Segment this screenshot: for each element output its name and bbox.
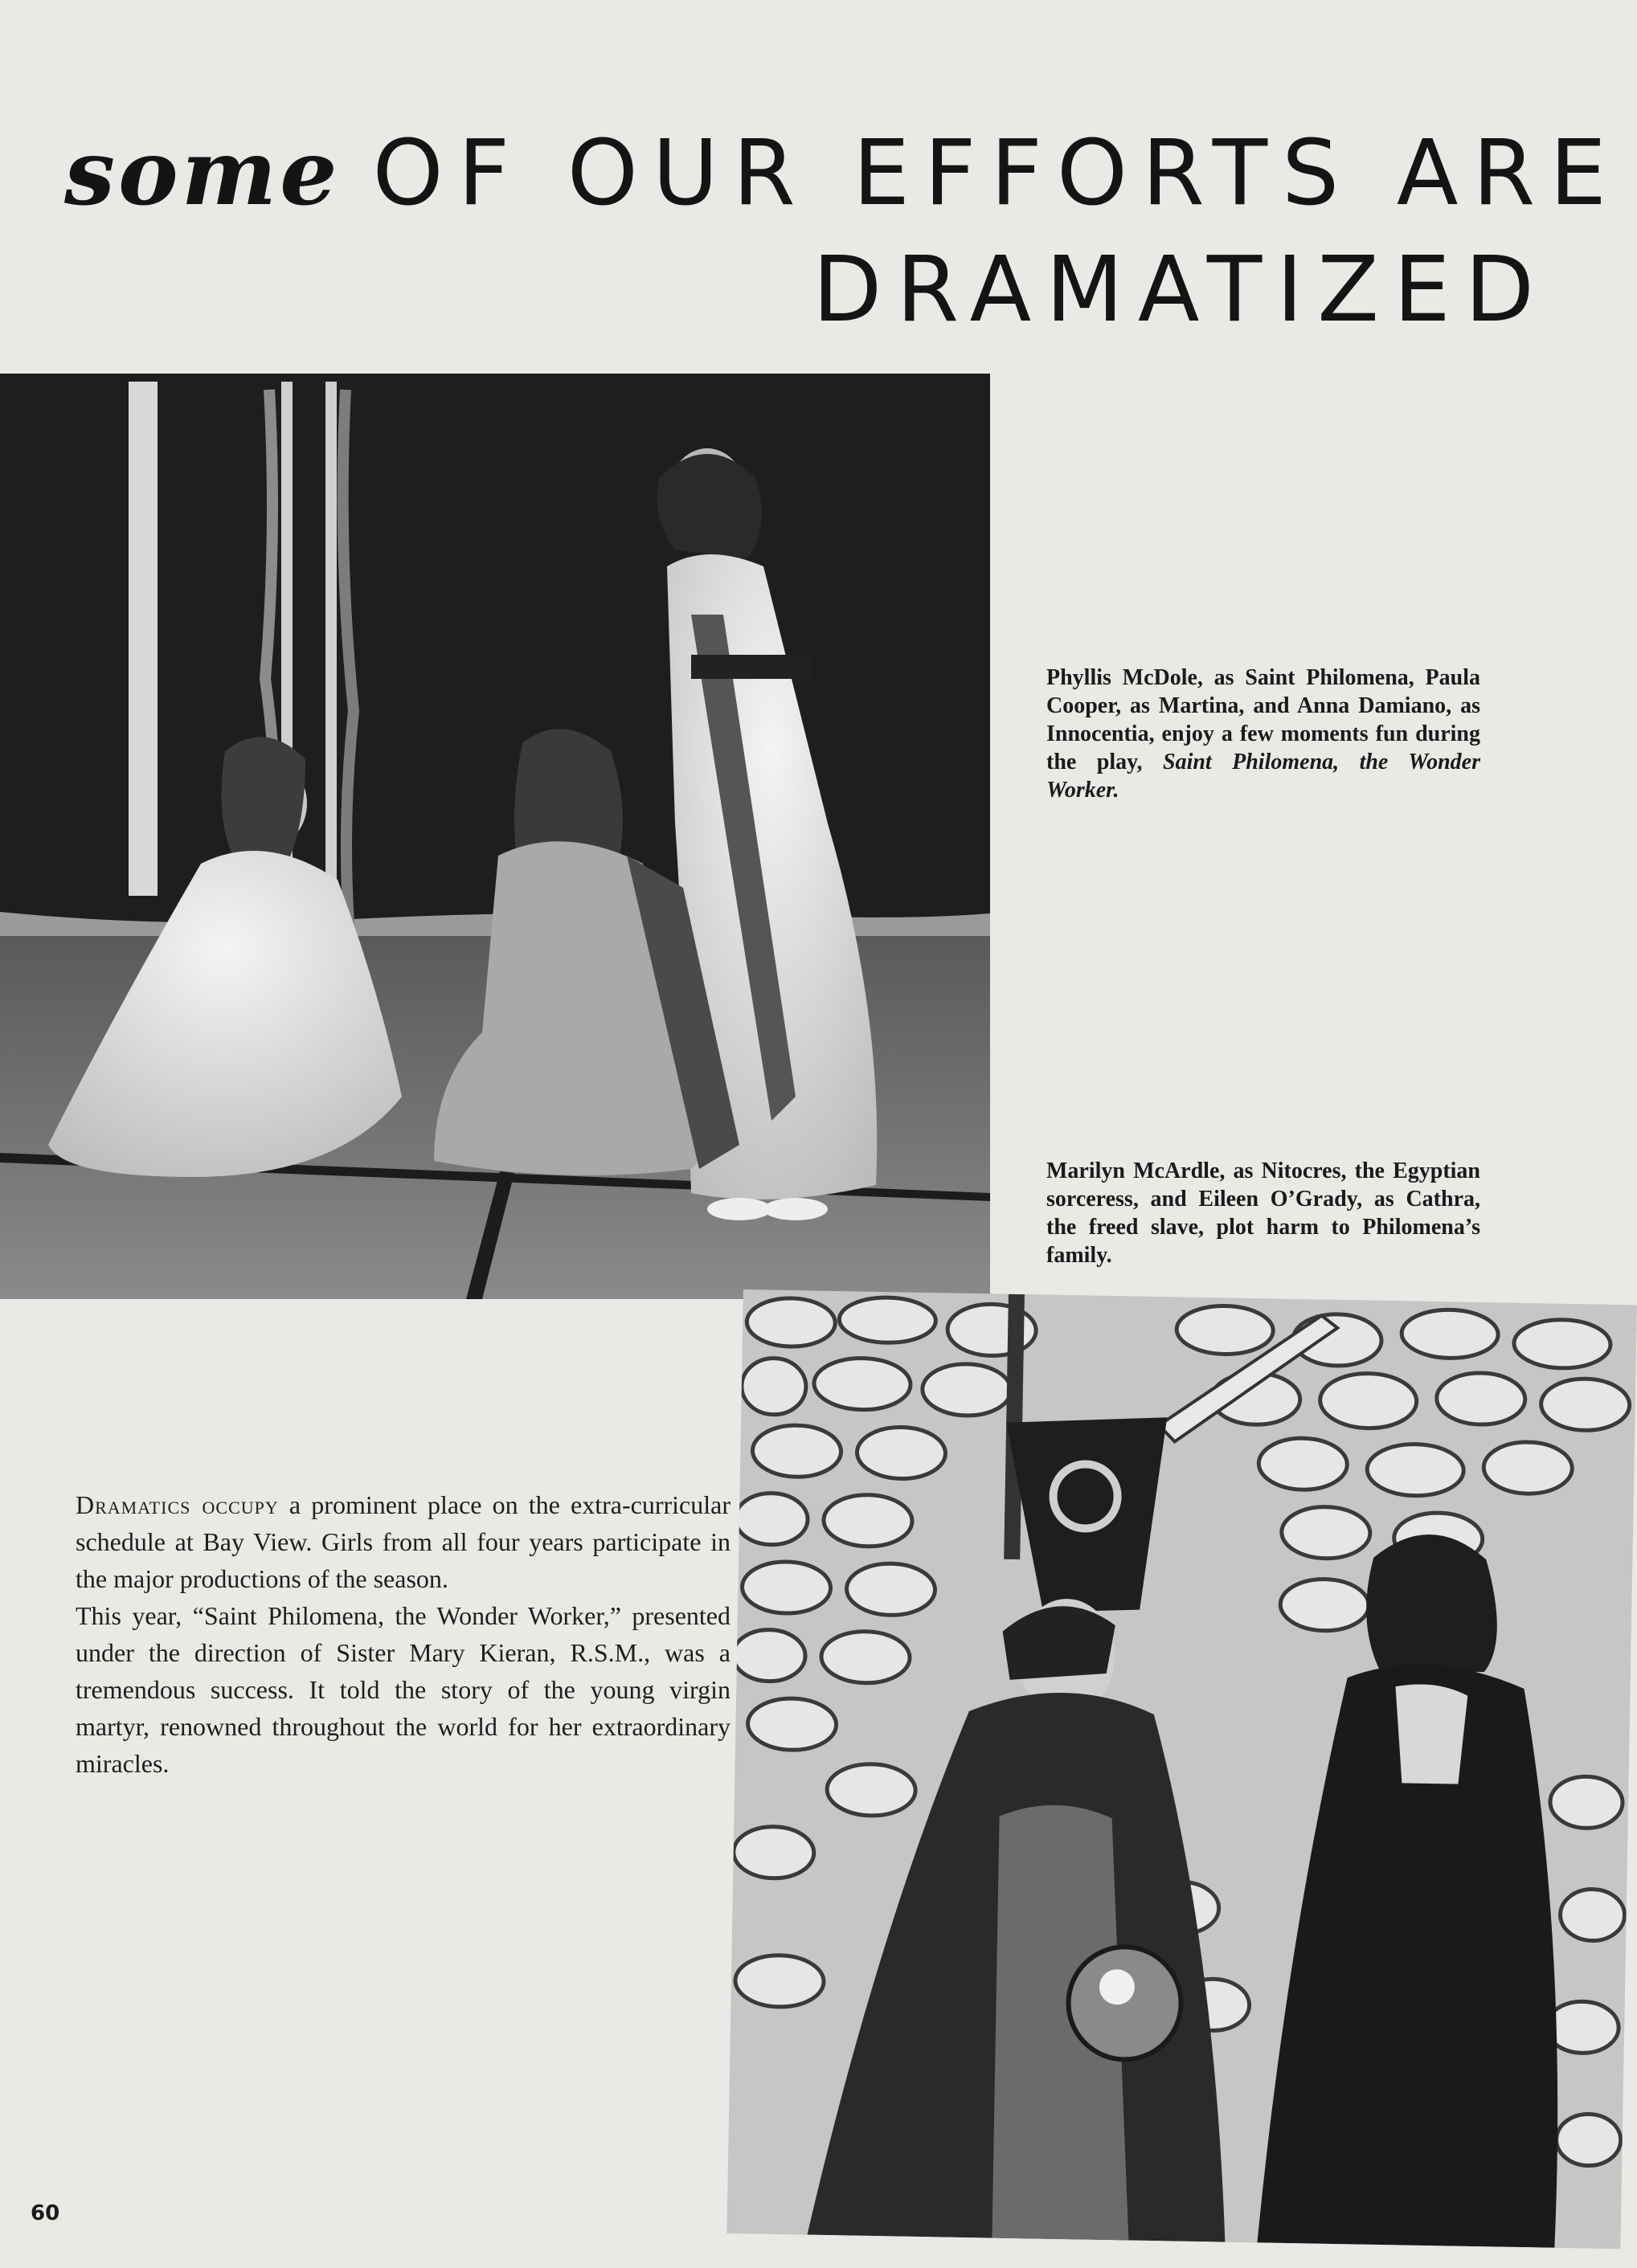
page-title-line-1: [64, 121, 1622, 226]
article-paragraph-1-text: a prominent place on the extra-curricular schedule at Bay View. Girls from all four years participate in the major productions of the season.: [76, 1490, 731, 1593]
stage-scene-illustration: [0, 374, 990, 1299]
title-script-word: some: [64, 121, 341, 226]
article-body: [76, 1486, 731, 1782]
page-title-line-2: DRAMATIZED: [812, 238, 1549, 342]
title-line-1-text: OF OUR EFFORTS ARE: [372, 121, 1622, 226]
caption-top-photo: [1046, 664, 1480, 804]
article-paragraph-2: This year, “Saint Philomena, the Wonder Worker,” presented under the direction of Sister Mary Kieran, R.S.M., was a tremendous success. It told the story of the young virgin martyr, renowned throughout the world for her extraordinary miracles.: [76, 1601, 731, 1778]
caption-play-title: Saint Philomena, the Wonder Worker.: [1046, 750, 1480, 803]
caption-top-text: Phyllis McDole, as Saint Philomena, Paula Cooper, as Martina, and Anna Damiano, as Innocentia, enjoy a few moments fun during the play,: [1046, 665, 1480, 774]
article-lead-in: Dramatics occupy: [76, 1490, 279, 1519]
stage-photo-bottom: [726, 1289, 1636, 2249]
article-paragraph-1: [76, 1486, 731, 1597]
stage-photo-top: [0, 374, 990, 1299]
caption-bottom-photo: Marilyn McArdle, as Nitocres, the Egyptian sorceress, and Eileen O’Grady, as Cathra, the freed slave, plot harm to Philomena’s family.: [1046, 1159, 1480, 1268]
stone-wall-scene-illustration: [726, 1289, 1636, 2249]
page-number: 60: [31, 2201, 60, 2225]
